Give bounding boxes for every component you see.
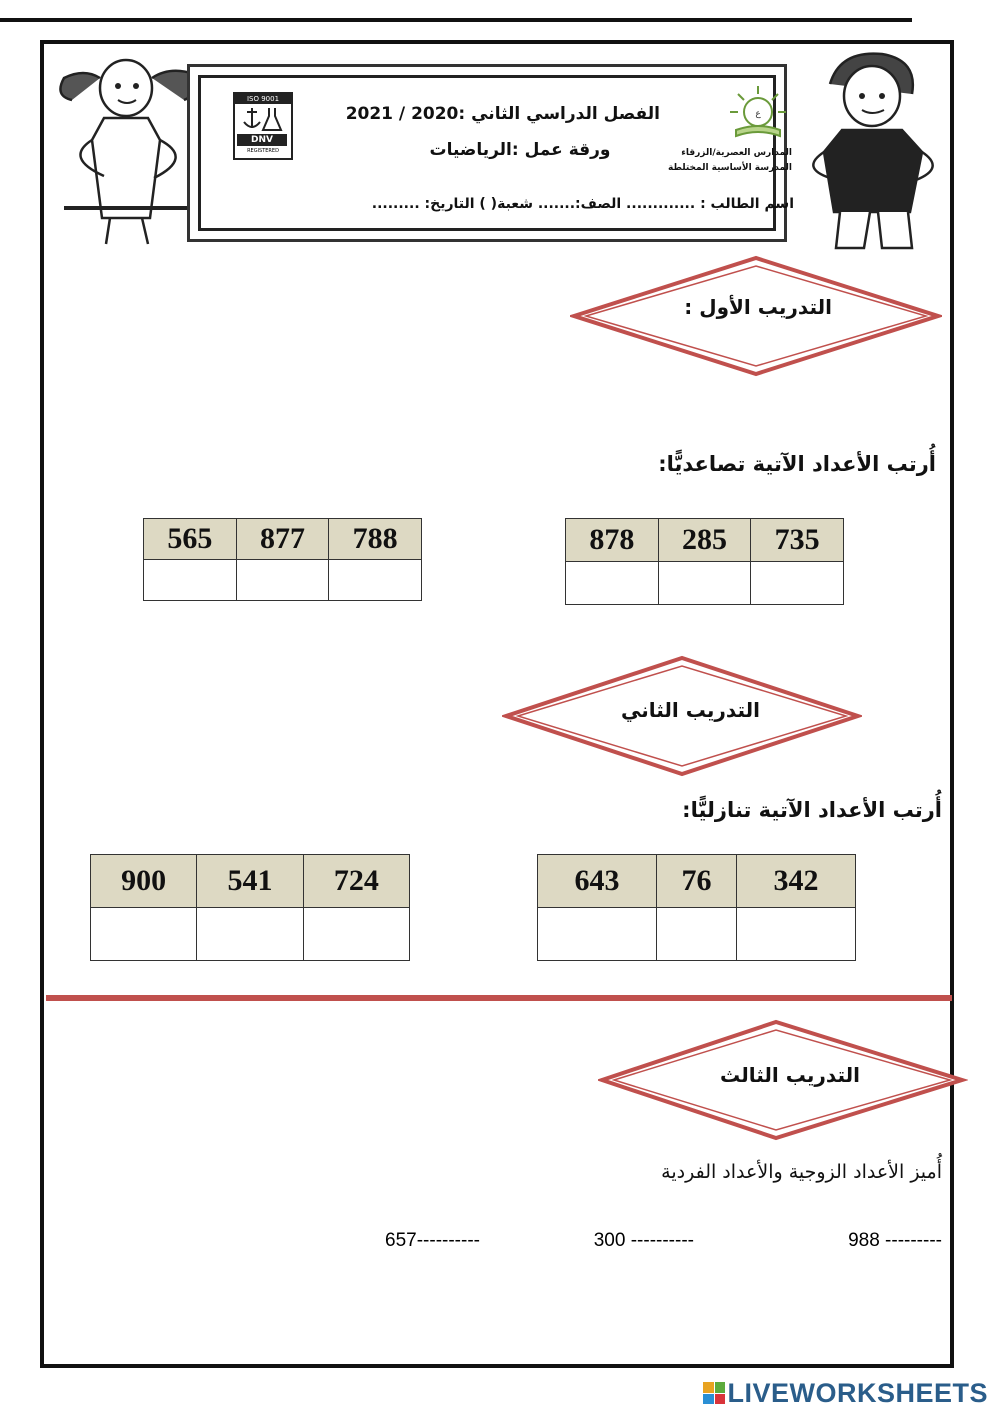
- answer-cell[interactable]: [751, 562, 844, 605]
- exercise1-table-left: [143, 518, 422, 601]
- exercise2-title: التدريب الثاني: [620, 698, 760, 722]
- table-cell: 878: [566, 519, 659, 562]
- table-cell: 877: [236, 519, 329, 560]
- number-item-300[interactable]: 300 ----------: [593, 1230, 694, 1251]
- exercise1-instruction: أُرتب الأعداد الآتية تصاعديًّا:: [658, 452, 936, 476]
- school-name: المدارس العصرية/الزرقاء: [681, 148, 792, 158]
- semester-heading: الفصل الدراسي الثاني :2020 / 2021: [345, 104, 660, 124]
- answer-cell[interactable]: [236, 560, 329, 601]
- exercise3-title: التدريب الثالث: [720, 1063, 860, 1087]
- answer-cell[interactable]: [656, 908, 736, 961]
- iso-label: ISO 9001: [235, 94, 291, 104]
- section-divider: [46, 995, 952, 1001]
- table-cell: 541: [197, 855, 303, 908]
- exercise2-instruction: أُرتب الأعداد الآتية تنازليًّا:: [682, 798, 942, 822]
- exercise1-title: التدريب الأول :: [684, 295, 832, 319]
- anchor-flask-icon: [241, 106, 285, 132]
- answer-cell[interactable]: [737, 908, 856, 961]
- girl-illustration: [44, 48, 214, 248]
- exercise3-instruction: أُميز الأعداد الزوجية والأعداد الفردية: [661, 1161, 942, 1183]
- svg-text:ع: ع: [755, 109, 761, 119]
- number-item-657[interactable]: 657----------: [385, 1230, 480, 1251]
- table-cell: 342: [737, 855, 856, 908]
- exercise1-table-right: [565, 518, 844, 605]
- answer-cell[interactable]: [144, 560, 237, 601]
- table-cell: 900: [91, 855, 197, 908]
- brand-wordmark: LIVEWORKSHEETS: [727, 1377, 988, 1408]
- answer-cell[interactable]: [329, 560, 422, 601]
- answer-cell[interactable]: [538, 908, 657, 961]
- exercise2-table-right: [537, 854, 856, 961]
- table-cell: 724: [303, 855, 409, 908]
- registered-label: REGISTERED: [247, 148, 279, 154]
- school-subtitle: المدرسة الأساسية المختلطة: [667, 163, 792, 173]
- answer-cell[interactable]: [91, 908, 197, 961]
- boy-illustration: [790, 44, 950, 254]
- school-logo-icon: [726, 82, 790, 142]
- answer-cell[interactable]: [566, 562, 659, 605]
- table-cell: 643: [538, 855, 657, 908]
- table-cell: 76: [656, 855, 736, 908]
- answer-cell[interactable]: [197, 908, 303, 961]
- dnv-label: DNV: [237, 134, 287, 146]
- table-cell: 565: [144, 519, 237, 560]
- answer-cell[interactable]: [658, 562, 751, 605]
- number-item-988[interactable]: 988 ---------: [848, 1230, 942, 1251]
- table-cell: 735: [751, 519, 844, 562]
- exercise2-table-left: [90, 854, 410, 961]
- iso-certification-logo: [233, 92, 293, 160]
- worksheet-subject: ورقة عمل :الرياضيات: [429, 140, 611, 160]
- student-info-line: اسم الطالب : ............. الصف:....... شعبة( ) التاريخ: .........: [371, 196, 794, 212]
- top-rule: [0, 18, 912, 22]
- table-cell: 285: [658, 519, 751, 562]
- answer-cell[interactable]: [303, 908, 409, 961]
- brand-logo-icon: [703, 1382, 725, 1404]
- liveworksheets-brand[interactable]: [703, 1378, 988, 1408]
- table-cell: 788: [329, 519, 422, 560]
